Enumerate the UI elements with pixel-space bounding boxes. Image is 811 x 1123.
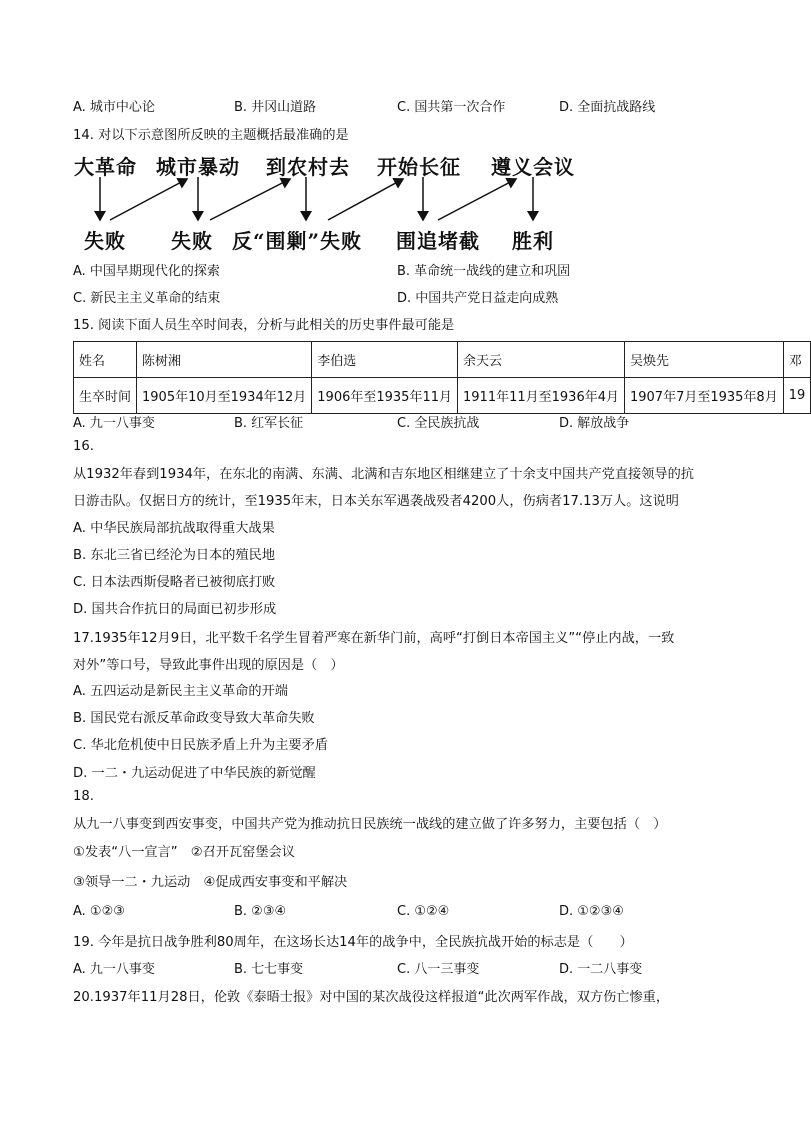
diagram-top-4: 开始长征 xyxy=(377,155,461,179)
table-cell: 陈树湘 xyxy=(137,342,312,378)
diagram-bottom-1: 失败 xyxy=(84,229,126,253)
diagram-bottom-4: 围追堵截 xyxy=(396,229,480,253)
diagram-bottom-2: 失败 xyxy=(171,229,213,253)
q16-option-c: C. 日本法西斯侵略者已被彻底打败 xyxy=(73,575,276,590)
table-cell: 邓 xyxy=(783,342,811,378)
arrow-up-3 xyxy=(328,179,403,220)
q15-option-d: D. 解放战争 xyxy=(559,416,630,431)
q15-option-b: B. 红军长征 xyxy=(234,416,304,431)
q17-stem-line1: 17.1935年12月9日，北平数千名学生冒着严寒在新华门前，高呼“打倒日本帝国主义”“停止内战，一致 xyxy=(73,631,675,646)
q17-option-c: C. 华北危机使中日民族矛盾上升为主要矛盾 xyxy=(73,738,328,753)
q18-items-line1: ①发表“八一宣言” ②召开瓦窑堡会议 xyxy=(73,845,295,860)
q18-option-b: B. ②③④ xyxy=(234,904,287,919)
table-cell: 李伯选 xyxy=(312,342,458,378)
diagram-bottom-3: 反“围剿”失败 xyxy=(232,229,363,253)
q17-stem-line2: 对外”等口号，导致此事件出现的原因是（ ） xyxy=(73,658,344,673)
diagram-top-1: 大革命 xyxy=(74,155,137,179)
diagram-top-5: 遵义会议 xyxy=(491,155,575,179)
diagram-top-3: 到农村去 xyxy=(266,155,350,179)
q16-option-d: D. 国共合作抗日的局面已初步形成 xyxy=(73,602,277,617)
q16-option-b: B. 东北三省已经沦为日本的殖民地 xyxy=(73,548,276,563)
table-row xyxy=(74,342,811,378)
q19-option-b: B. 七七事变 xyxy=(234,962,304,977)
q13-option-c: C. 国共第一次合作 xyxy=(397,100,506,115)
q17-option-a: A. 五四运动是新民主主义革命的开端 xyxy=(73,684,288,699)
q18-items-line2: ③领导一二・九运动 ④促成西安事变和平解决 xyxy=(73,875,348,890)
q18-option-c: C. ①②④ xyxy=(397,904,450,919)
q14-option-b: B. 革命统一战线的建立和巩固 xyxy=(397,264,571,279)
q19-option-d: D. 一二八事变 xyxy=(559,962,643,977)
q18-stem: 从九一八事变到西安事变，中国共产党为推动抗日民族统一战线的建立做了许多努力，主要包括（ ） xyxy=(73,817,667,832)
table-cell: 1905年10月至1934年12月 xyxy=(137,378,312,414)
q13-option-a: A. 城市中心论 xyxy=(73,100,155,115)
lifespan-table xyxy=(73,341,811,414)
q15-stem: 15. 阅读下面人员生卒时间表，分析与此相关的历史事件最可能是 xyxy=(73,318,455,333)
q16-stem-line2: 日游击队。仅据日方的统计，至1935年末，日本关东军遇袭战殁者4200人，伤病者17.13万人。这说明 xyxy=(73,494,679,509)
q18-option-a: A. ①②③ xyxy=(73,904,125,919)
q13-option-b: B. 井冈山道路 xyxy=(234,100,317,115)
table-cell: 生卒时间 xyxy=(74,378,137,414)
arrow-up-4 xyxy=(438,179,516,220)
table-cell: 吴焕先 xyxy=(624,342,783,378)
q15-option-c: C. 全民族抗战 xyxy=(397,416,480,431)
q20-stem: 20.1937年11月28日，伦敦《泰晤士报》对中国的某次战役这样报道“此次两军作战，双方伤亡惨重， xyxy=(73,990,670,1005)
q19-stem: 19. 今年是抗日战争胜利80周年，在这场长达14年的战争中，全民族抗战开始的标志是（ ） xyxy=(73,935,633,950)
q17-option-d: D. 一二・九运动促进了中华民族的新觉醒 xyxy=(73,766,316,781)
q14-stem: 14. 对以下示意图所反映的主题概括最准确的是 xyxy=(73,128,349,143)
q18-option-d: D. ①②③④ xyxy=(559,904,624,919)
table-cell: 1907年7月至1935年8月 xyxy=(624,378,783,414)
table-cell: 姓名 xyxy=(74,342,137,378)
q14-option-a: A. 中国早期现代化的探索 xyxy=(73,264,220,279)
table-cell: 余天云 xyxy=(458,342,625,378)
q17-option-b: B. 国民党右派反革命政变导致大革命失败 xyxy=(73,711,315,726)
q16-number: 16. xyxy=(73,439,94,454)
diagram-arrows xyxy=(0,0,794,300)
q14-option-c: C. 新民主主义革命的结束 xyxy=(73,291,221,306)
table-row xyxy=(74,378,811,414)
q16-stem-line1: 从1932年春到1934年，在东北的南满、东满、北满和吉东地区相继建立了十余支中国共产党直接领导的抗 xyxy=(73,467,694,482)
q18-number: 18. xyxy=(73,789,94,804)
q14-option-d: D. 中国共产党日益走向成熟 xyxy=(397,291,559,306)
q19-option-c: C. 八一三事变 xyxy=(397,962,480,977)
q16-option-a: A. 中华民族局部抗战取得重大战果 xyxy=(73,521,275,536)
table-cell: 1906年至1935年11月 xyxy=(312,378,458,414)
table-cell: 1911年11月至1936年4月 xyxy=(458,378,625,414)
arrow-up-2 xyxy=(210,179,290,220)
arrow-up-1 xyxy=(110,179,187,220)
diagram-top-2: 城市暴动 xyxy=(156,155,240,179)
q13-option-d: D. 全面抗战路线 xyxy=(559,100,656,115)
table-cell: 19 xyxy=(783,378,811,414)
q19-option-a: A. 九一八事变 xyxy=(73,962,155,977)
diagram-bottom-5: 胜利 xyxy=(512,229,554,253)
q15-option-a: A. 九一八事变 xyxy=(73,416,155,431)
